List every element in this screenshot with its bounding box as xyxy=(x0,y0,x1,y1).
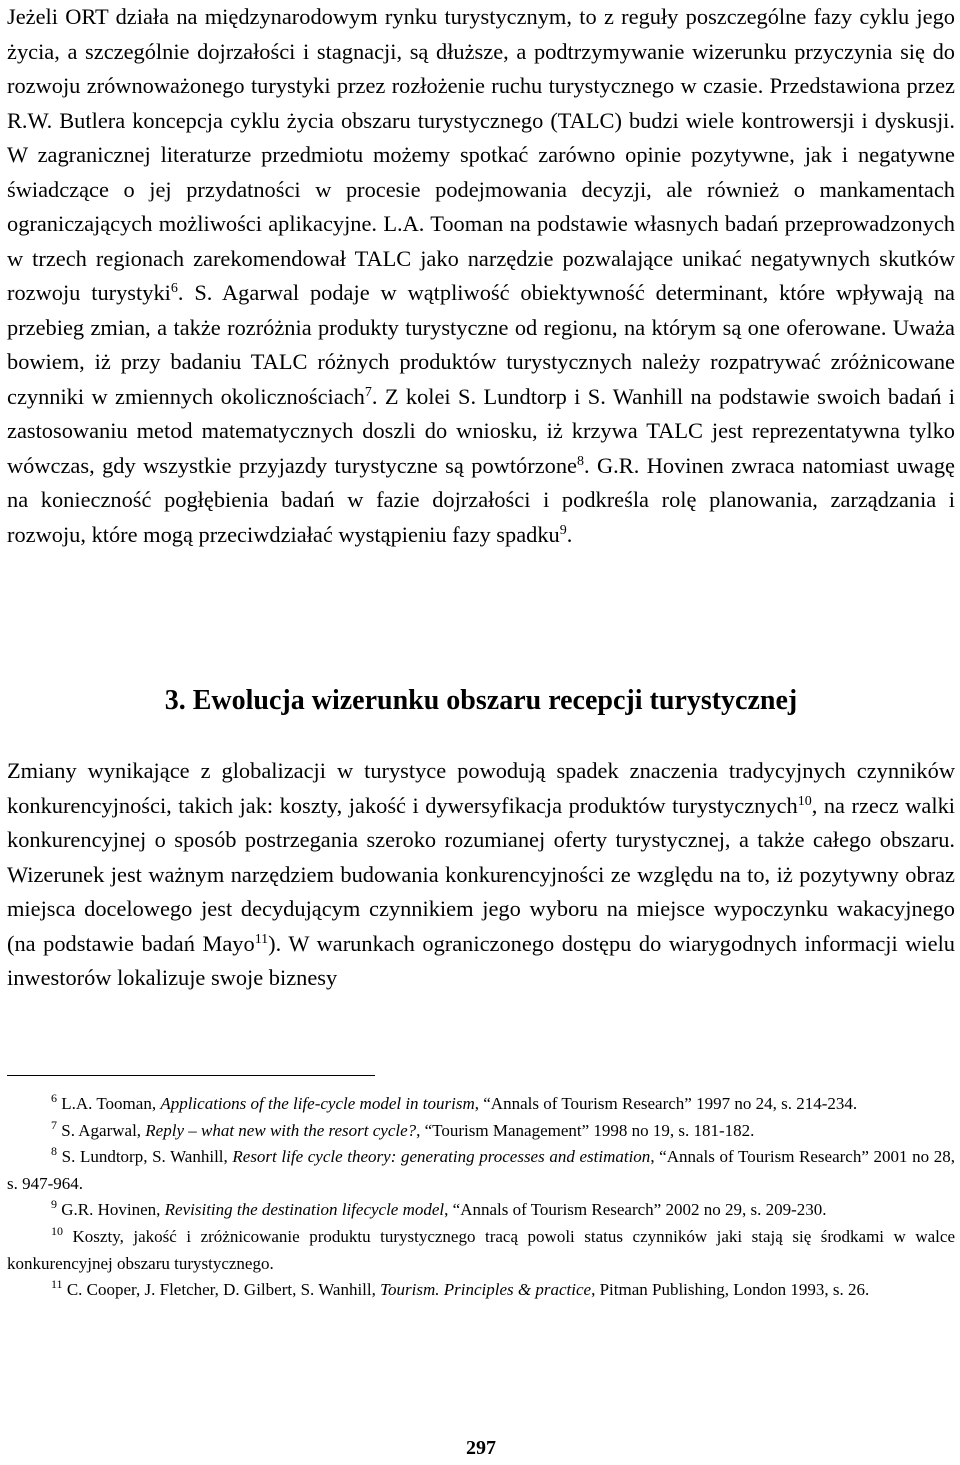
paragraph-text: Zmiany wynikające z globalizacji w turystyce powodują spadek znaczenia tradycyjnych czynników konkurencyjności, takich jak: koszty, jakość i dywersyfikacja produktów turystycznych xyxy=(7,758,955,818)
paragraph-text: . xyxy=(566,521,573,547)
footnote-9 xyxy=(7,1197,955,1224)
footnote-title: Resort life cycle theory: generating processes and estimation xyxy=(232,1147,651,1167)
footnote-10 xyxy=(7,1224,955,1277)
footnote-text: , “Annals of Tourism Research” 2002 no 29, s. 209-230. xyxy=(444,1200,827,1220)
footnote-number: 6 xyxy=(51,1091,57,1105)
paragraph-text: Jeżeli ORT działa na międzynarodowym rynku turystycznym, to z reguły poszczególne fazy cyklu jego życia, a szczególnie dojrzałości i stagnacji, są dłuższe, a podtrzymywanie wizerunku przyczynia się do rozwoju zrównoważonego turystyki przez rozłożenie ruchu turystycznego w czasie. Przedstawiona przez R.W. Butlera koncepcja cyklu życia obszaru turystycznego (TALC) budzi wiele kontrowersji i dyskusji. W zagranicznej literaturze przedmiotu możemy spotkać zarówno opinie pozytywne, jak i negatywne świadczące o jej przydatności w procesie podejmowania decyzji, ale również o mankamentach ograniczających możliwości aplikacyjne. L.A. Tooman na podstawie własnych badań przeprowadzonych w trzech regionach zarekomendował TALC jako narzędzie pozwalające unikać negatywnych skutków rozwoju turystyki xyxy=(7,4,955,305)
footnote-ref: 9 xyxy=(559,522,567,538)
footnote-text: C. Cooper, J. Fletcher, D. Gilbert, S. Wanhill, xyxy=(66,1280,381,1300)
footnote-text: S. Agarwal, xyxy=(61,1120,146,1140)
footnote-text: , “Annals of Tourism Research” 2001 no 28, s. 947-964. xyxy=(7,1147,955,1193)
footnotes-section xyxy=(7,1091,955,1304)
paragraph-text: ). W warunkach ograniczonego dostępu do wiarygodnych informacji wielu inwestorów lokalizuje swoje biznesy xyxy=(7,930,955,990)
section-heading: 3. Ewolucja wizerunku obszaru recepcji turystycznej xyxy=(164,685,798,716)
document-page xyxy=(7,0,955,1465)
page-number: 297 xyxy=(466,1437,496,1459)
footnote-text: , Pitman Publishing, London 1993, s. 26. xyxy=(591,1280,870,1300)
footnote-11 xyxy=(7,1277,955,1304)
footnote-text: S. Lundtorp, S. Wanhill, xyxy=(61,1147,233,1167)
paragraph-talc-discussion xyxy=(7,0,955,552)
footnote-number: 11 xyxy=(51,1277,63,1292)
footnote-ref: 11 xyxy=(254,931,269,947)
footnote-title: Reply – what new with the resort cycle? xyxy=(145,1120,417,1140)
footnote-number: 8 xyxy=(51,1144,57,1159)
footnote-text: G.R. Hovinen, xyxy=(61,1200,165,1220)
paragraph-text: . S. Agarwal podaje w wątpliwość obiektywność determinant, które wpływają na przebieg zmian, a także rozróżnia produkty turystyczne od regionu, na którym są one oferowane. Uważa bowiem, iż przy badaniu TALC różnych produktów turystycznych należy rozpatrywać zróżnicowane czynniki w zmiennych okolicznościach xyxy=(7,280,955,409)
footnote-number: 7 xyxy=(51,1117,57,1132)
footnote-title: Tourism. Principles & practice xyxy=(380,1280,592,1300)
footnote-number: 9 xyxy=(51,1197,57,1212)
paragraph-text: . G.R. Hovinen zwraca natomiast uwagę na konieczność pogłębienia badań w fazie dojrzałości i podkreśla rolę planowania, zarządzania i rozwoju, które mogą przeciwdziałać wystąpieniu fazy spadku xyxy=(7,452,955,547)
footnote-ref: 6 xyxy=(170,281,178,296)
footnote-text: Koszty, jakość i zróżnicowanie produktu turystycznego tracą powoli status czynników jaki stają się środkami w walce konkurencyjnej obszaru turystycznego. xyxy=(7,1226,955,1273)
footnote-ref: 8 xyxy=(576,453,584,469)
footnote-separator xyxy=(7,1075,375,1076)
paragraph-text: . Z kolei S. Lundtorp i S. Wanhill na podstawie swoich badań i zastosowaniu metod matematycznych doszli do wniosku, iż krzywa TALC jest reprezentatywna tylko wówczas, gdy wszystkie przyjazdy turystyczne są powtórzone xyxy=(7,383,955,478)
footnote-text: , “Annals of Tourism Research” 1997 no 24, s. 214-234. xyxy=(474,1094,858,1113)
footnote-ref: 10 xyxy=(797,793,812,809)
footnote-title: Revisiting the destination lifecycle model xyxy=(164,1200,445,1220)
footnote-text: , “Tourism Management” 1998 no 19, s. 181-182. xyxy=(416,1120,755,1140)
footnote-7 xyxy=(7,1118,955,1145)
footnote-text: L.A. Tooman, xyxy=(61,1094,161,1113)
footnote-6 xyxy=(7,1091,955,1118)
paragraph-text: , na rzecz walki konkurencyjnej o sposób postrzegania szeroko rozumianej oferty turystycznej, a także całego obszaru. Wizerunek jest ważnym narzędziem budowania konkurencyjności ze względu na to, iż pozytywny obraz miejsca docelowego jest decydującym czynnikiem jego wyboru na miejsce wypoczynku wakacyjnego (na podstawie badań Mayo xyxy=(7,792,955,956)
footnote-number: 10 xyxy=(51,1223,63,1238)
footnote-8 xyxy=(7,1144,955,1197)
footnote-ref: 7 xyxy=(364,384,372,400)
footnote-title: Applications of the life-cycle model in tourism xyxy=(160,1094,475,1113)
paragraph-image-evolution xyxy=(7,754,955,996)
